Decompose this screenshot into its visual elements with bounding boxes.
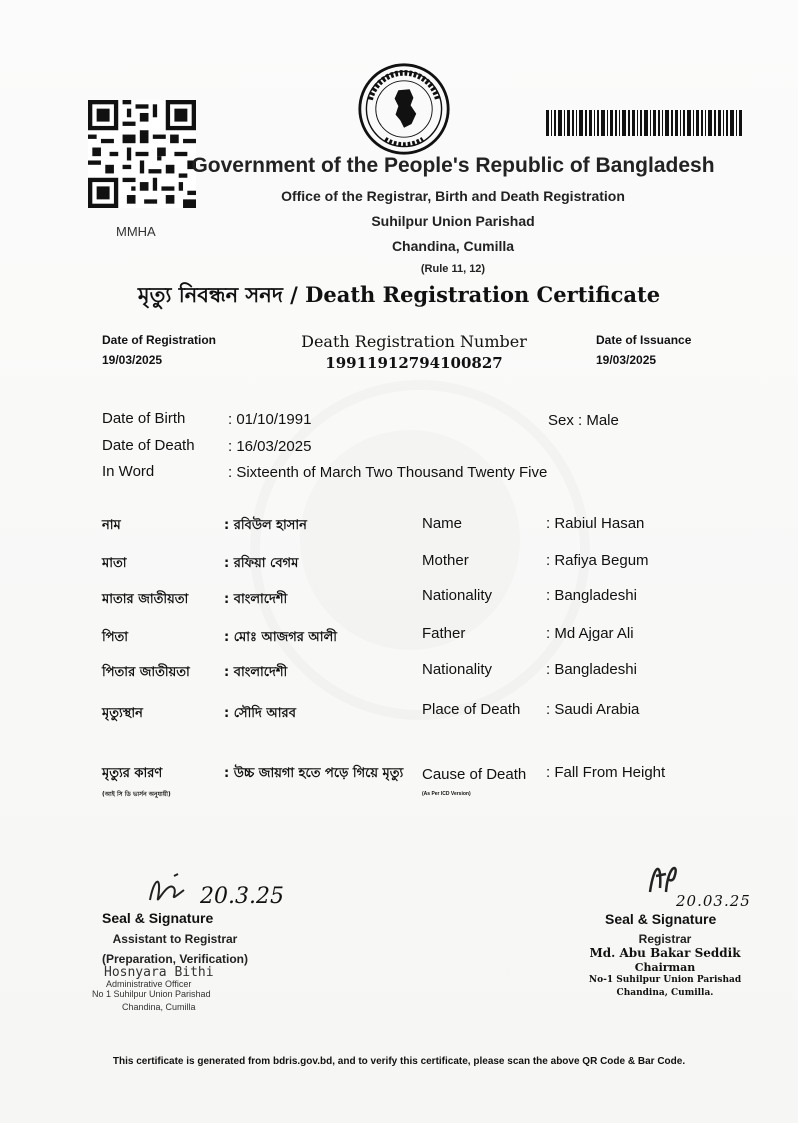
barcode-icon[interactable] — [546, 110, 742, 136]
registration-number-label: Death Registration Number — [301, 332, 527, 351]
field-bn-label: পিতার জাতীয়তা — [102, 665, 190, 680]
birth-date-value: : 01/10/1991 — [228, 411, 312, 428]
registrar-stamp-place: Chandina, Cumilla. — [616, 988, 714, 998]
field-bn-value: : বাংলাদেশী — [224, 592, 288, 607]
registration-number-value: 19911912794100827 — [325, 354, 503, 372]
rule-reference: (Rule 11, 12) — [420, 263, 486, 275]
field-en-label: Place of Death — [422, 701, 521, 718]
cause-bn-note: (আই সি ডি ভার্সন অনুযায়ী) — [102, 791, 171, 798]
field-en-value: : Bangladeshi — [546, 661, 637, 678]
cause-en-value: : Fall From Height — [546, 764, 666, 781]
registrar-seal-label: Seal & Signature — [605, 911, 717, 927]
field-bn-label: মৃত্যুস্থান — [102, 706, 143, 721]
death-date-label: Date of Death — [102, 437, 195, 454]
office-name: Office of the Registrar, Birth and Death Registration — [281, 188, 625, 204]
field-bn-value: : রবিউল হাসান — [224, 518, 307, 533]
field-bn-value: : সৌদি আরব — [224, 706, 296, 721]
field-en-label: Father — [422, 625, 466, 642]
cause-bn-label: মৃত্যুর কারণ — [102, 766, 163, 781]
upazila-name: Chandina, Cumilla — [391, 238, 515, 254]
field-en-label: Nationality — [422, 661, 493, 678]
assistant-stamp-title: Administrative Officer — [106, 979, 192, 989]
cause-bn-value: : উচ্চ জায়গা হতে পড়ে গিয়ে মৃত্যু — [224, 766, 404, 781]
certificate-title: মৃত্যু নিবন্ধন সনদ / Death Registration Certificate — [137, 282, 661, 307]
assistant-stamp-place: Chandina, Cumilla — [122, 1002, 196, 1012]
background-watermark-inner — [300, 430, 520, 650]
field-en-value: : Bangladeshi — [546, 587, 637, 604]
union-name: Suhilpur Union Parishad — [371, 213, 535, 229]
field-bn-value: : মোঃ আজগর আলী — [224, 630, 338, 645]
assistant-role-detail: (Preparation, Verification) — [101, 952, 249, 966]
sex-value: Sex : Male — [548, 412, 619, 429]
assistant-seal-label: Seal & Signature — [102, 910, 214, 926]
registration-date-value: 19/03/2025 — [102, 353, 163, 367]
assistant-signature-mark — [144, 870, 204, 912]
field-en-value: : Rabiul Hasan — [546, 515, 645, 532]
registrar-stamp-name: Md. Abu Bakar Seddik — [589, 946, 741, 960]
issuance-date-label: Date of Issuance — [596, 333, 692, 347]
cause-en-note: (As Per ICD Version) — [422, 791, 471, 797]
in-word-value: : Sixteenth of March Two Thousand Twenty Five — [228, 464, 548, 481]
field-bn-label: পিতা — [102, 630, 129, 645]
cause-en-label: Cause of Death — [422, 766, 527, 783]
field-en-value: : Rafiya Begum — [546, 552, 649, 569]
birth-date-label: Date of Birth — [102, 410, 186, 427]
field-bn-label: মাতা — [102, 556, 127, 571]
registrar-handwritten-date: 20.03.25 — [676, 892, 751, 910]
assistant-handwritten-date: 20.3.25 — [200, 884, 284, 909]
bangladesh-govt-seal-icon — [357, 62, 451, 156]
registrar-stamp-title: Chairman — [634, 961, 696, 974]
issuance-date-value: 19/03/2025 — [596, 353, 657, 367]
registrar-role: Registrar — [638, 932, 692, 946]
field-en-label: Mother — [422, 552, 469, 569]
assistant-stamp-name: Hosnyara Bithi — [104, 965, 214, 980]
registration-date-label: Date of Registration — [102, 333, 217, 347]
death-date-value: : 16/03/2025 — [228, 438, 312, 455]
field-bn-value: : বাংলাদেশী — [224, 665, 288, 680]
field-en-label: Nationality — [422, 587, 493, 604]
in-word-label: In Word — [102, 463, 155, 480]
field-en-label: Name — [422, 515, 463, 532]
field-bn-value: : রফিয়া বেগম — [224, 556, 299, 571]
qr-caption: MMHA — [116, 224, 156, 239]
field-bn-label: মাতার জাতীয়তা — [102, 592, 189, 607]
field-en-value: : Saudi Arabia — [546, 701, 640, 718]
assistant-role: Assistant to Registrar — [112, 932, 238, 946]
field-en-value: : Md Ajgar Ali — [546, 625, 634, 642]
field-bn-label: নাম — [102, 518, 121, 533]
government-heading: Government of the People's Republic of Bangladesh — [191, 154, 715, 177]
registrar-stamp-office: No-1 Suhilpur Union Parishad — [588, 975, 742, 985]
assistant-stamp-office: No 1 Suhilpur Union Parishad — [92, 989, 211, 999]
verification-footer: This certificate is generated from bdris.gov.bd, and to verify this certificate, please scan the above QR Code & Bar Code. — [112, 1056, 686, 1067]
